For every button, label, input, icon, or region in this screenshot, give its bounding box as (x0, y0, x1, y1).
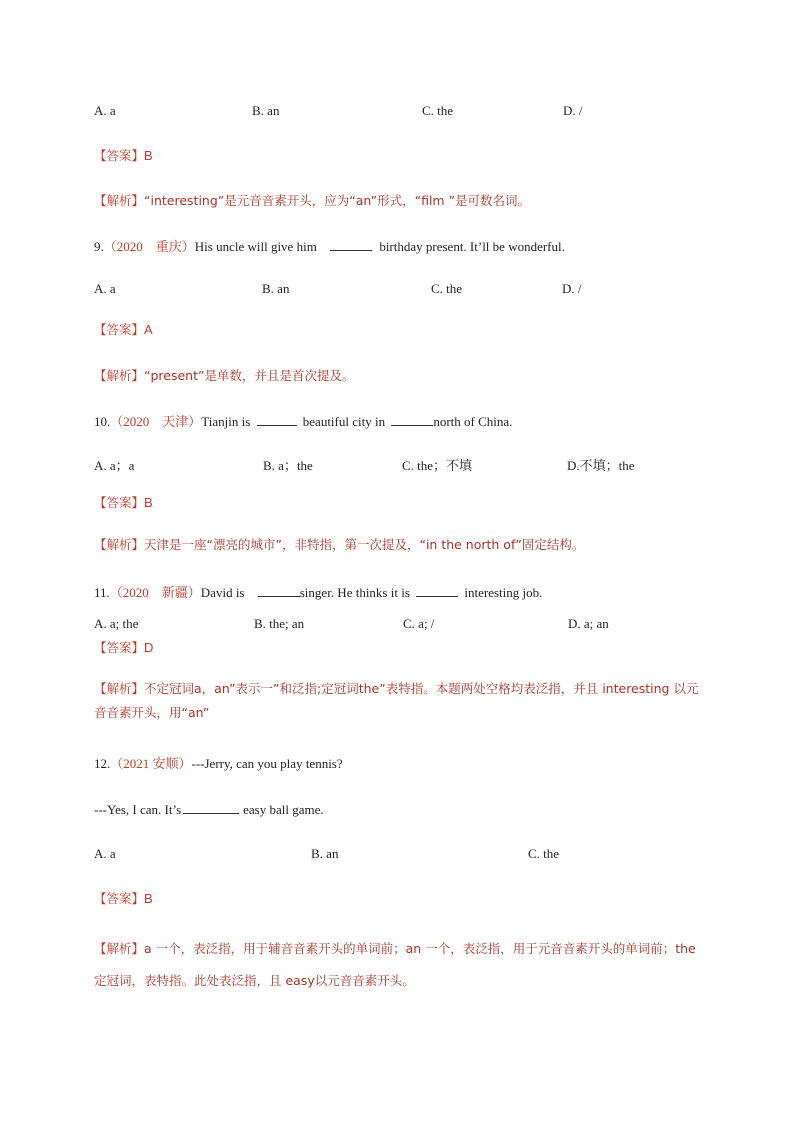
stem-text: north of China. (433, 414, 513, 429)
q10-option-a: A. a；a (94, 458, 135, 473)
answer-value: A (144, 322, 153, 337)
question-number: 10. (94, 414, 111, 429)
q12-stem (94, 755, 343, 773)
answer-tag: 【答案】 (94, 640, 145, 655)
q12-analysis (94, 933, 706, 997)
q12-answer (94, 890, 153, 908)
question-number: 9. (94, 239, 104, 254)
q11-stem (94, 583, 542, 602)
answer-blank (330, 237, 372, 251)
question-source: （2020 新疆） (109, 585, 201, 600)
q9-option-b: B. an (262, 281, 290, 296)
q8-option-c: C. the (422, 103, 454, 118)
q8-answer (94, 147, 153, 165)
q12-option-a: A. a (94, 846, 116, 861)
question-source: （2021 安顺） (110, 756, 192, 771)
analysis-tag: 【解析】 (94, 941, 145, 956)
analysis-text: a 一个，表泛指，用于辅音音素开头的单词前；an 一个，表泛指，用于元音音素开头的单词前；the定冠词，表特指。此处表泛指，且 easy以元音音素开头。 (94, 941, 696, 988)
q9-answer (94, 321, 153, 339)
q8-analysis (94, 192, 530, 210)
q10-stem (94, 412, 512, 431)
analysis-text: 不定冠词a，an”表示一”和泛指;定冠词the”表特指。本题两处空格均表泛指，并且 interesting 以元音音素开头，用“an” (94, 681, 699, 720)
q10-answer (94, 494, 153, 512)
question-source: （2020 重庆） (103, 239, 195, 254)
answer-tag: 【答案】 (94, 495, 145, 510)
answer-blank (416, 583, 458, 597)
stem-text: singer. He thinks it is (299, 585, 410, 600)
q10-option-b: B. a；the (263, 458, 313, 473)
q12-option-c: C. the (528, 846, 560, 861)
q12-stem-reply (94, 800, 324, 819)
stem-text: beautiful city in (302, 414, 386, 429)
q11-option-c: C. a; / (403, 616, 435, 631)
question-number: 11. (94, 585, 110, 600)
q9-option-c: C. the (431, 281, 463, 296)
q12-option-b: B. an (311, 846, 339, 861)
answer-tag: 【答案】 (94, 322, 145, 337)
stem-text: easy ball game. (243, 802, 324, 817)
analysis-text: “interesting”是元音音素开头，应为“an”形式，“film ”是可数名词。 (144, 193, 531, 208)
q8-option-a: A. a (94, 103, 116, 118)
answer-tag: 【答案】 (94, 148, 145, 163)
question-number: 12. (94, 756, 111, 771)
stem-text: interesting job. (464, 585, 543, 600)
q11-option-d: D. a; an (568, 616, 609, 631)
answer-value: D (144, 640, 154, 655)
answer-value: B (144, 891, 153, 906)
stem-text: David is (200, 585, 245, 600)
stem-text: Tianjin is (201, 414, 251, 429)
q10-analysis (94, 536, 584, 554)
analysis-tag: 【解析】 (94, 193, 145, 208)
q9-option-a: A. a (94, 281, 116, 296)
q9-option-d: D. / (562, 281, 582, 296)
q11-option-a: A. a; the (94, 616, 139, 631)
stem-text: ---Jerry, can you play tennis? (191, 756, 343, 771)
q11-answer (94, 639, 153, 657)
q8-option-b: B. an (252, 103, 280, 118)
q9-stem (94, 237, 565, 256)
q11-analysis (94, 677, 704, 725)
answer-blank (391, 412, 433, 426)
analysis-tag: 【解析】 (94, 537, 145, 552)
answer-blank (183, 800, 239, 814)
q10-option-d: D.不填；the (567, 458, 635, 473)
analysis-text: 天津是一座“漂亮的城市”，非特指，第一次提及，“in the north of”固定结构。 (144, 537, 585, 552)
stem-text: birthday present. It’ll be wonderful. (379, 239, 565, 254)
analysis-tag: 【解析】 (94, 368, 145, 383)
answer-blank (257, 412, 297, 426)
q11-option-b: B. the; an (254, 616, 305, 631)
answer-value: B (144, 495, 153, 510)
answer-blank (258, 583, 300, 597)
stem-text: ---Yes, I can. It’s (94, 802, 182, 817)
answer-value: B (144, 148, 153, 163)
question-source: （2020 天津） (110, 414, 202, 429)
stem-text: His uncle will give him (194, 239, 317, 254)
q9-analysis (94, 367, 354, 385)
q10-option-c: C. the；不填 (402, 458, 473, 473)
analysis-text: “present”是单数，并且是首次提及。 (144, 368, 355, 383)
q8-option-d: D. / (563, 103, 583, 118)
answer-tag: 【答案】 (94, 891, 145, 906)
analysis-tag: 【解析】 (94, 681, 145, 696)
